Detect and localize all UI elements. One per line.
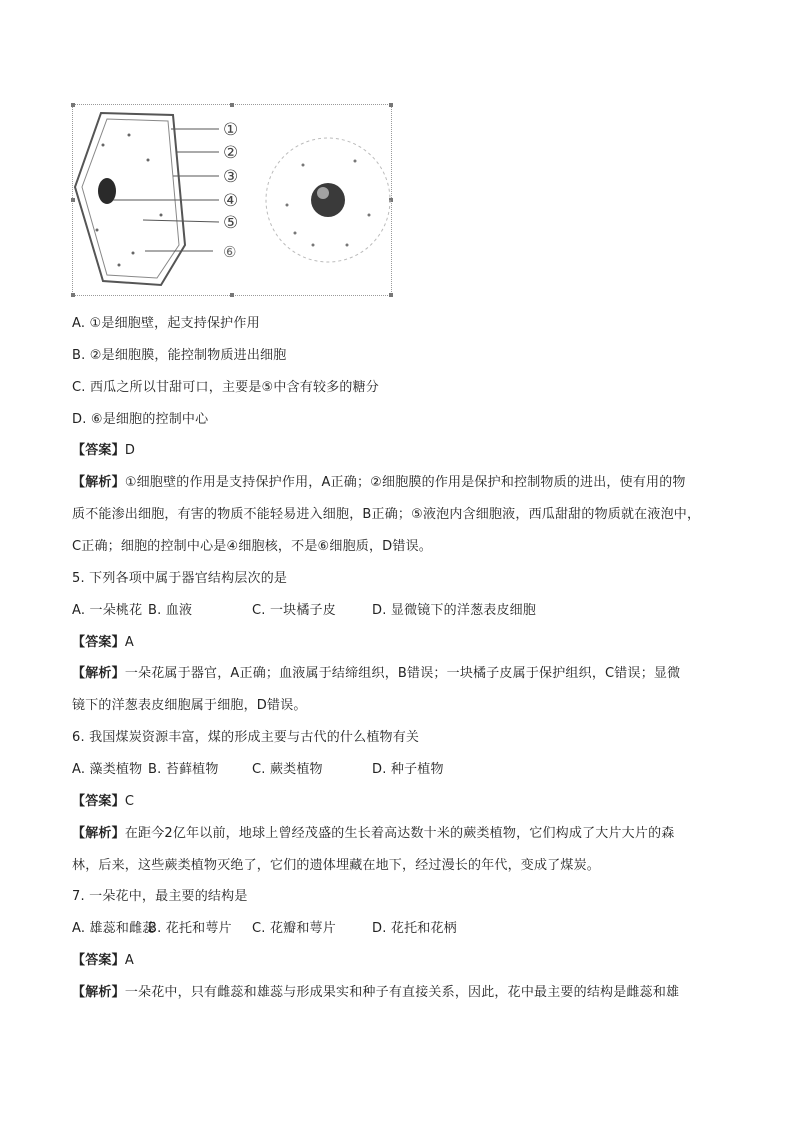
option-item: D. 种子植物	[372, 761, 444, 777]
explanation-tag: 【解析】	[72, 475, 125, 491]
text-line: 5. 下列各项中属于器官结构层次的是	[72, 570, 288, 586]
option-item: A. 藻类植物	[72, 761, 143, 777]
explanation-tag: 【解析】	[72, 984, 125, 1000]
text-line: 林，后来，这些蕨类植物灭绝了，它们的遗体埋藏在地下，经过漫长的年代，变成了煤炭。	[72, 857, 601, 873]
explanation-line	[72, 473, 686, 493]
animal-cell-nucleus	[311, 183, 345, 217]
option-item: B. 苔藓植物	[148, 761, 219, 777]
option-item: A. 一朵桃花	[72, 602, 143, 618]
option-item: B. 血液	[148, 602, 193, 618]
line-text: A	[124, 634, 134, 650]
line-text: 在距今2亿年以前，地球上曾经茂盛的生长着高达数十米的蕨类植物，它们构成了大片大片的森	[124, 825, 675, 841]
cell-diagram-figure	[72, 104, 392, 296]
label-3: ③	[223, 167, 239, 187]
cell-diagram-svg	[73, 105, 391, 295]
text-line: 7. 一朵花中，最主要的结构是	[72, 889, 248, 905]
option-line: A. ①是细胞壁，起支持保护作用	[72, 316, 260, 331]
answer-tag: 【答案】	[72, 443, 125, 459]
label-5: ⑤	[223, 213, 239, 233]
text-line: 质不能渗出细胞，有害的物质不能轻易进入细胞，B正确；⑤液泡内含细胞液，西瓜甜甜的物质就在液泡中，	[72, 507, 701, 523]
answer-tag: 【答案】	[72, 953, 125, 968]
option-item: D. 显微镜下的洋葱表皮细胞	[372, 602, 537, 618]
line-text: C	[124, 793, 135, 809]
option-line: D. ⑥是细胞的控制中心	[72, 411, 209, 427]
line-text: D	[124, 443, 136, 459]
text-line: 6. 我国煤炭资源丰富，煤的形成主要与古代的什么植物有关	[72, 730, 420, 745]
option-item: B. 花托和萼片	[148, 921, 232, 937]
answer-tag: 【答案】	[72, 634, 125, 650]
plant-cell-membrane	[82, 119, 179, 278]
label-1: ①	[223, 120, 239, 140]
answer-tag: 【答案】	[72, 793, 125, 809]
answer-line	[72, 792, 134, 812]
option-item: C. 一块橘子皮	[252, 602, 336, 618]
label-6: ⑥	[223, 243, 237, 261]
option-line: C. 西瓜之所以甘甜可口，主要是⑤中含有较多的糖分	[72, 379, 379, 395]
explanation-line	[72, 983, 679, 1003]
explanation-tag: 【解析】	[72, 825, 125, 841]
label-4: ④	[223, 191, 239, 211]
option-line: B. ②是细胞膜，能控制物质进出细胞	[72, 347, 287, 363]
explanation-line	[72, 664, 680, 684]
answer-line	[72, 951, 134, 971]
option-item: A. 雄蕊和雌蕊	[72, 921, 156, 937]
option-item: C. 花瓣和萼片	[252, 921, 336, 937]
option-item: C. 蕨类植物	[252, 761, 323, 777]
explanation-tag: 【解析】	[72, 666, 125, 682]
text-line: C正确；细胞的控制中心是④细胞核，不是⑥细胞质，D错误。	[72, 539, 432, 554]
line-text: 一朵花属于器官，A正确；血液属于结缔组织，B错误；一块橘子皮属于保护组织，C错误；显微	[124, 666, 681, 682]
answer-line	[72, 633, 134, 653]
option-item: D. 花托和花柄	[372, 921, 457, 937]
explanation-line	[72, 824, 674, 844]
line-text: ①细胞壁的作用是支持保护作用，A正确；②细胞膜的作用是保护和控制物质的进出，使有用的物	[124, 475, 686, 491]
text-line: 镜下的洋葱表皮细胞属于细胞，D错误。	[72, 698, 307, 714]
plant-cell-wall	[75, 113, 185, 285]
label-2: ②	[223, 143, 239, 163]
answer-line	[72, 441, 135, 461]
line-text: A	[124, 953, 134, 968]
line-text: 一朵花中，只有雌蕊和雄蕊与形成果实和种子有直接关系，因此，花中最主要的结构是雌蕊和雄	[124, 984, 680, 1000]
